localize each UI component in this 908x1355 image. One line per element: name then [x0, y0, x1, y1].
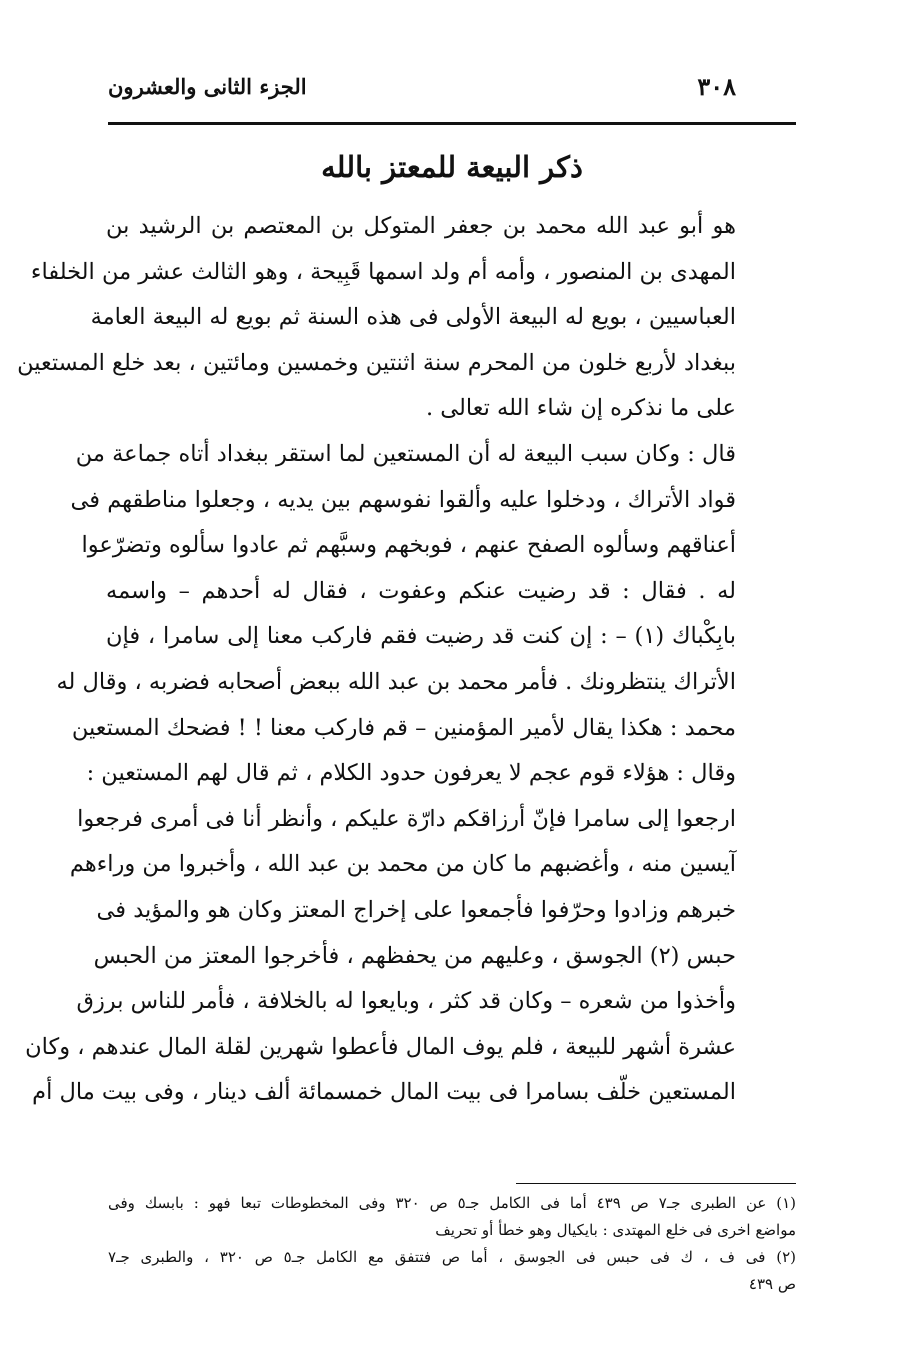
footnotes: [108, 1190, 796, 1298]
text-line: على ما نذكره إن شاء الله تعالى .: [425, 395, 736, 422]
header-rule: [108, 122, 796, 125]
text-line: هو أبو عبد الله محمد بن جعفر المتوكل بن المعتصم بن الرشيد بن: [106, 213, 736, 239]
text-line: محمد : هكذا يقال لأمير المؤمنين – قم فاركب معنا ! ! فضحك المستعين: [71, 714, 736, 741]
text-line: خبرهم وزادوا وحرّفوا فأجمعوا على إخراج المعتز وكان هو والمؤيد فى: [96, 896, 736, 923]
text-line: الأتراك ينتظرونك . فأمر محمد بن عبد الله ببعض أصحابه فضربه ، وقال له: [56, 668, 736, 695]
paragraph-1: [17, 204, 796, 432]
footnote-line: (٢) فى ف ، ك فى حبس فى الجوسق ، أما ص فتتفق مع الكامل جـ٥ ص ٣٢٠ ، والطبرى جـ٧: [108, 1248, 796, 1266]
text-line: أعناقهم وسألوه الصفح عنهم ، فوبخهم وسبَّهم ثم عادوا سألوه وتضرّعوا: [81, 532, 736, 559]
page-number: ٣٠٨: [697, 71, 736, 101]
footnote-line: ص ٤٣٩: [748, 1275, 796, 1293]
text-line: قواد الأتراك ، ودخلوا عليه وألقوا نفوسهم بين يديه ، وجعلوا مناطقهم فى: [70, 486, 736, 513]
running-title: الجزء الثانى والعشرون: [108, 73, 307, 99]
page-header: [108, 66, 736, 106]
text-line: حبس (٢) الجوسق ، وعليهم من يحفظهم ، فأخرجوا المعتز من الحبس: [93, 942, 736, 969]
text-line: العباسيين ، بويع له البيعة الأولى فى هذه السنة ثم بويع له البيعة العامة: [90, 304, 736, 331]
text-line: وأخذوا من شعره – وكان قد كثر ، وبايعوا له بالخلافة ، فأمر للناس برزق: [76, 988, 736, 1015]
text-line: له . فقال : قد رضيت عنكم وعفوت ، فقال له أحدهم – واسمه: [106, 577, 736, 604]
footnote-rule: [516, 1183, 796, 1184]
paragraph-2: [25, 432, 796, 1116]
chapter-title: ذكر البيعة للمعتز بالله: [321, 150, 583, 184]
text-line: عشرة أشهر للبيعة ، فلم يوف المال فأعطوا شهرين لقلة المال عندهم ، وكان: [25, 1033, 736, 1060]
text-line: قال : وكان سبب البيعة له أن المستعين لما استقر ببغداد أتاه جماعة من: [75, 440, 736, 467]
text-line: آيسين منه ، وأغضبهم ما كان من محمد بن عبد الله ، وأخبروا من وراءهم: [69, 851, 736, 878]
footnote-line: (١) عن الطبرى جـ٧ ص ٤٣٩ أما فى الكامل جـ٥ ص ٣٢٠ وفى المخطوطات تبعا فهو : بابسك وفى: [108, 1194, 797, 1212]
text-line: بابِكْباك (١) – : إن كنت قد رضيت فقم فاركب معنا إلى سامرا ، فإن: [106, 623, 736, 650]
text-line: ارجعوا إلى سامرا فإنّ أرزاقكم دارّة عليكم ، وأنظر أنا فى أمرى فرجعوا: [77, 805, 736, 832]
footnote-line: مواضع اخرى فى خلع المهتدى : بايكيال وهو خطأ أو تحريف: [435, 1221, 796, 1239]
text-line: ببغداد لأربع خلون من المحرم سنة اثنتين وخمسين ومائتين ، بعد خلع المستعين: [17, 349, 736, 376]
text-line: وقال : هؤلاء قوم عجم لا يعرفون حدود الكلام ، ثم قال لهم المستعين :: [86, 760, 736, 787]
text-line: المهدى بن المنصور ، وأمه أم ولد اسمها قَبِيحة ، وهو الثالث عشر من الخلفاء: [30, 258, 736, 285]
text-line: المستعين خلّف بسامرا فى بيت المال خمسمائة ألف دينار ، وفى بيت مال أم: [32, 1079, 736, 1106]
body-text: [17, 204, 796, 1116]
